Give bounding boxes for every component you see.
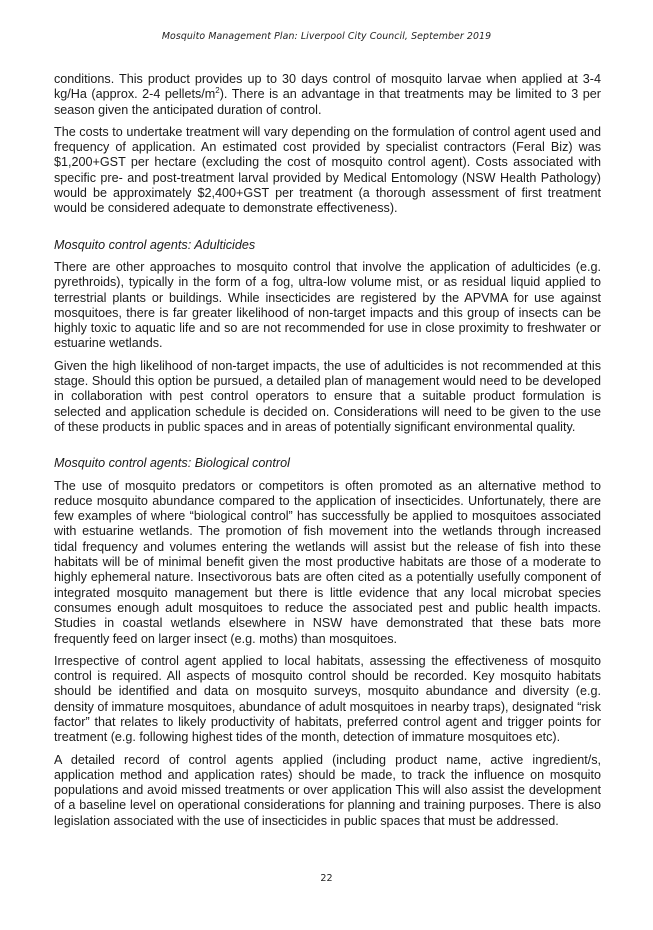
paragraph-treatment-costs: The costs to undertake treatment will vary depending on the formulation of control agent used and frequency of application. An estimated cost provided by specialist contractors (Feral Biz) was $1,200+GST per hectare (excluding the cost of mosquito control agent). Costs associated with specific pre- and post-treatment larval provided by Medical Entomology (NSW Health Pathology) would be approximately $2,400+GST per treatment (a thorough assessment of first treatment would be considered adequate to demonstrate effectiveness). bbox=[54, 124, 601, 216]
section-heading-biological-control: Mosquito control agents: Biological control bbox=[54, 456, 290, 471]
superscript: 2 bbox=[215, 86, 220, 96]
paragraph-biological-predators: The use of mosquito predators or competitors is often promoted as an alternative method to reduce mosquito abundance compared to the application of insecticides. Unfortunately, there are few examples of where “biological control” has successfully be applied to mosquitoes associated with estuarine wetlands. The promotion of fish movement into the wetlands through increased tidal frequency and volumes entering the wetlands will assist but the release of fish into these habitats will be of minimal benefit given the most productive habitats are those of a moderate to highly ephemeral nature. Insectivorous bats are often cited as a potentially usefully component of integrated mosquito management but there is little evidence that any local microbat species consumes enough adult mosquitoes to reduce the associated pest and public health impacts. Studies in coastal wetlands elsewhere in NSW have demonstrated that these bats more frequently feed on larger insect (e.g. moths) than mosquitoes. bbox=[54, 478, 601, 646]
paragraph-effectiveness-assessment: Irrespective of control agent applied to local habitats, assessing the effectiveness of mosquito control is required. All aspects of mosquito control should be recorded. Key mosquito habitats should be identified and data on mosquito surveys, mosquito abundance and diversity (e.g. density of immature mosquitoes, abundance of adult mosquitoes in nearby traps), designated “risk factor” that relates to likely productivity of habitats, preferred control agent and trigger points for treatment (e.g. following highest tides of the month, detection of immature mosquitoes etc). bbox=[54, 653, 601, 745]
paragraph-record-keeping: A detailed record of control agents applied (including product name, active ingredient/s, application method and application rates) should be made, to track the influence on mosquito populations and avoid missed treatments or over application This will also assist the development of a baseline level on operational considerations for planning and training purposes. There is also legislation associated with the use of insecticides in public spaces that must be addressed. bbox=[54, 752, 601, 828]
paragraph-adulticides-approaches: There are other approaches to mosquito control that involve the application of adulticides (e.g. pyrethroids), typically in the form of a fog, ultra-low volume mist, or as residual liquid applied to terrestrial plants or buildings. While insecticides are registered by the APVMA for use against mosquitoes, there is far greater likelihood of non-target impacts and this group of insects can be highly toxic to aquatic life and so are not recommended for use in close proximity to freshwater or estuarine wetlands. bbox=[54, 259, 601, 351]
paragraph-adulticides-recommendation: Given the high likelihood of non-target impacts, the use of adulticides is not recommended at this stage. Should this option be pursued, a detailed plan of management would need to be developed in collaboration with pest control operators to ensure that a suitable product formulation is selected and application schedule is decided on. Considerations will need to be given to the use of these products in public spaces and in areas of potentially significant environmental quality. bbox=[54, 358, 601, 434]
running-header: Mosquito Management Plan: Liverpool City Council, September 2019 bbox=[161, 31, 492, 42]
page-body bbox=[54, 72, 601, 836]
paragraph-larvicide-duration bbox=[54, 72, 601, 118]
paragraph-text: conditions. This product provides up to 30 days control of mosquito larvae when applied at 3-4 kg/Ha (approx. 2-4 pellets/m bbox=[54, 72, 601, 102]
page-number: 22 bbox=[320, 873, 333, 884]
section-heading-adulticides: Mosquito control agents: Adulticides bbox=[54, 237, 256, 252]
paragraph-text: ). There is an advantage in that treatments may be limited to 3 per season given the anticipated duration of control. bbox=[54, 87, 601, 117]
